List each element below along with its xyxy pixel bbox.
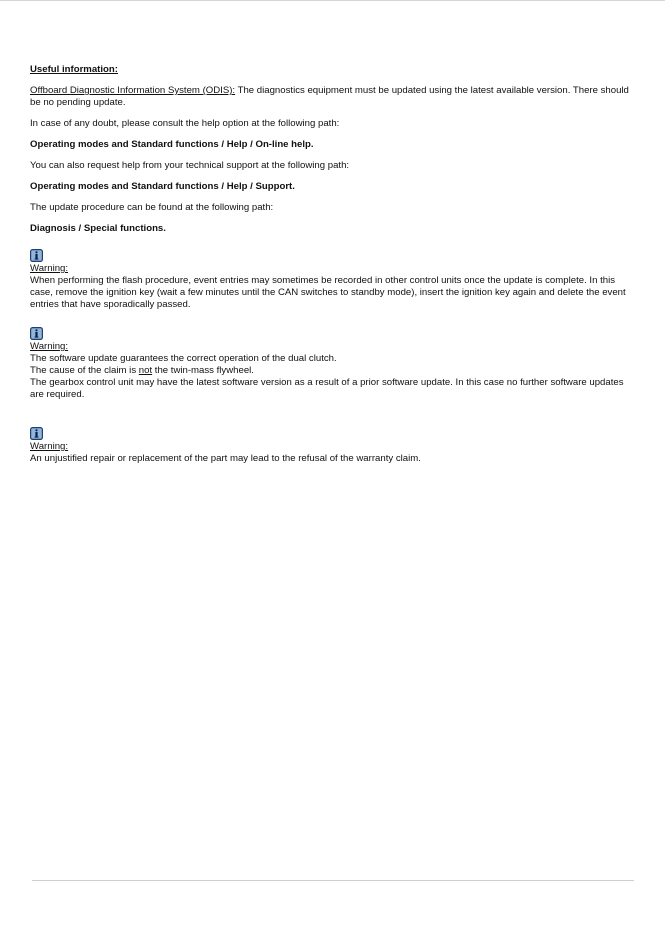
path-diagnosis: Diagnosis / Special functions. — [30, 223, 166, 234]
path-support: Operating modes and Standard functions / Help / Support. — [30, 181, 295, 192]
info-icon — [30, 249, 43, 262]
emphasis-not: not — [138, 365, 153, 376]
warning-title: Warning: — [30, 263, 69, 274]
doubt-paragraph: In case of any doubt, please consult the help option at the following path: — [30, 118, 340, 129]
useful-info-heading: Useful information: — [30, 64, 118, 75]
warning-text: An unjustified repair or replacement of the part may lead to the refusal of the warranty claim. — [30, 453, 421, 464]
odis-text: The diagnostics equipment must be updated using the latest available version. There should be no pending update. — [30, 85, 629, 108]
update-paragraph: The update procedure can be found at the following path: — [30, 202, 274, 213]
warning-title: Warning: — [30, 441, 69, 452]
warning-text: When performing the flash procedure, event entries may sometimes be recorded in other control units once the update is complete. In this case, remove the ignition key (wait a few minutes until the CAN switches to standby mode), insert the ignition key again and delete the event entries that have sporadically passed. — [30, 275, 626, 310]
odis-link[interactable]: Offboard Diagnostic Information System (ODIS): — [30, 85, 236, 96]
warning-text-line — [30, 365, 630, 377]
warning-note-2 — [30, 327, 630, 401]
bottom-divider — [32, 880, 634, 881]
odis-paragraph — [30, 85, 630, 109]
document-body — [30, 64, 630, 465]
warning-title: Warning: — [30, 341, 69, 352]
warning-note-3 — [30, 427, 630, 465]
info-icon — [30, 327, 43, 340]
text-fragment: The cause of the claim is — [30, 365, 139, 376]
warning-note-1 — [30, 249, 630, 311]
support-paragraph: You can also request help from your technical support at the following path: — [30, 160, 350, 171]
path-online-help: Operating modes and Standard functions / Help / On-line help. — [30, 139, 314, 150]
warning-text-line: The software update guarantees the correct operation of the dual clutch. — [30, 353, 337, 364]
warning-text-line: The gearbox control unit may have the latest software version as a result of a prior software update. In this case no further software updates are required. — [30, 377, 624, 400]
info-icon — [30, 427, 43, 440]
text-fragment: the twin-mass flywheel. — [152, 365, 254, 376]
top-divider — [0, 0, 665, 1]
